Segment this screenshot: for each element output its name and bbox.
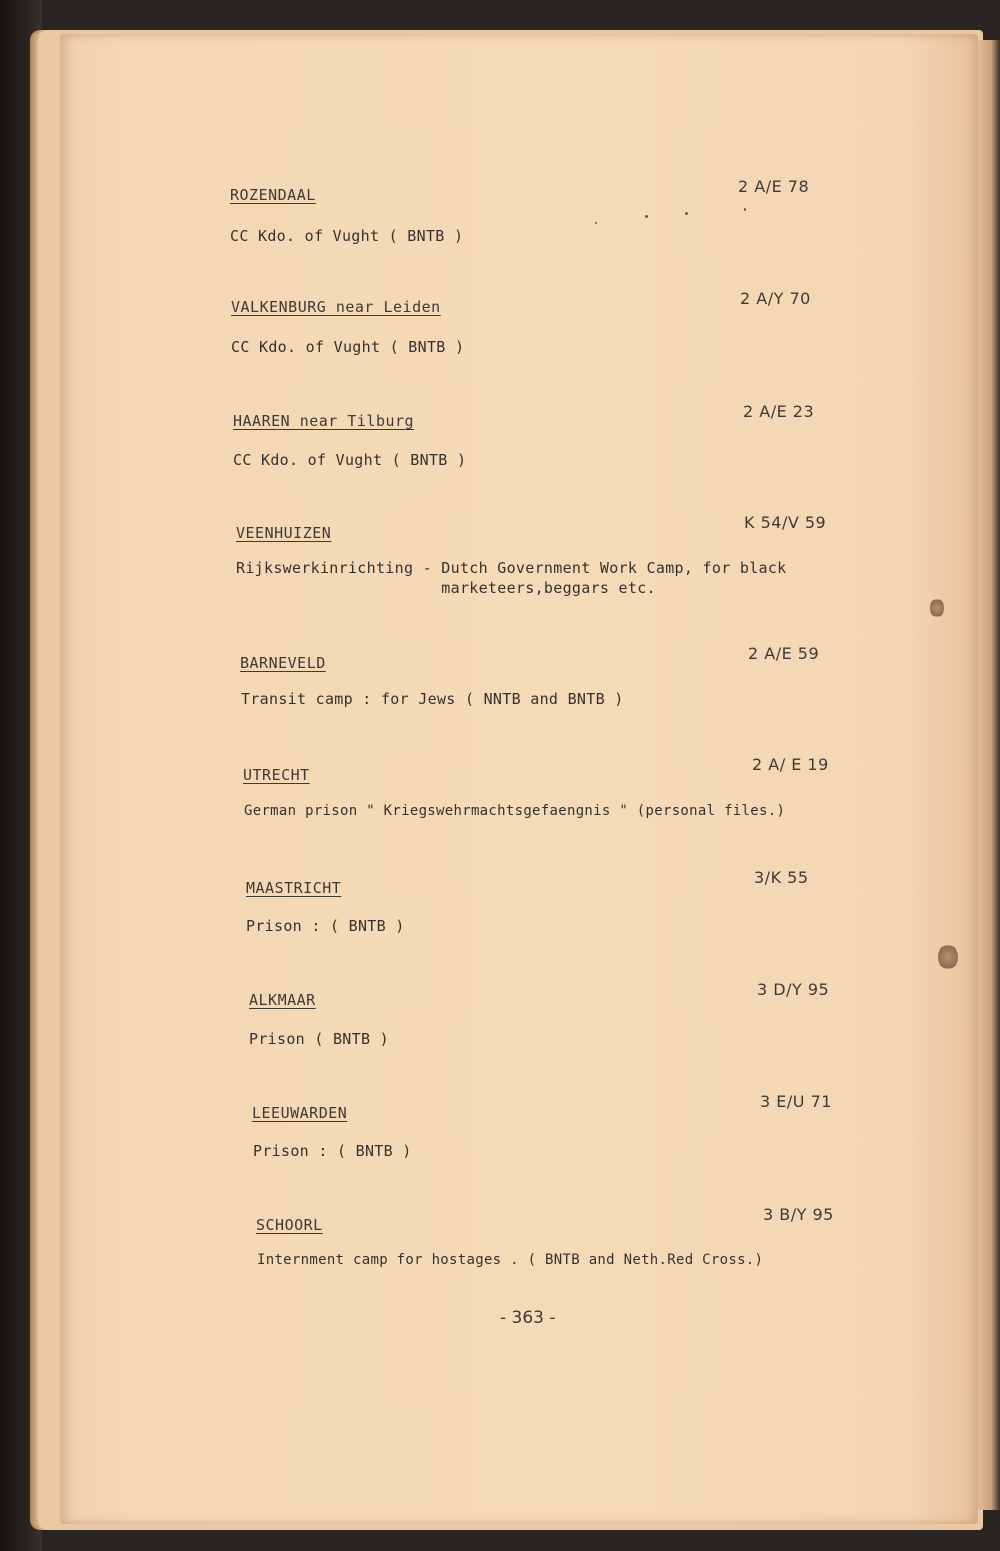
ink-speck [645,215,648,218]
entry-heading: BARNEVELD [240,654,326,672]
ink-speck [744,208,746,211]
entry-description: Prison : ( BNTB ) [253,1142,412,1160]
entry-description: CC Kdo. of Vught ( BNTB ) [230,227,464,245]
entry-description: Internment camp for hostages . ( BNTB and Neth.Red Cross.) [257,1252,764,1268]
page-tab-mark [938,944,958,970]
page-number: - 363 - [500,1308,556,1328]
entry-description: German prison " Kriegswehrmachtsgefaengnis " (personal files.) [244,803,786,819]
entry-heading: ALKMAAR [249,991,316,1009]
entry-description: CC Kdo. of Vught ( BNTB ) [233,451,467,469]
entry-reference: K 54/V 59 [744,513,827,532]
entry-heading: VALKENBURG near Leiden [231,298,441,316]
entry-heading: SCHOORL [256,1216,323,1234]
entry-heading: HAAREN near Tilburg [233,412,415,430]
page-tab-mark [930,598,944,618]
entry-description: Prison ( BNTB ) [249,1030,389,1048]
entry-description: Rijkswerkinrichting - Dutch Government Work Camp, for black marketeers,beggars etc. [236,559,787,597]
ink-speck [685,212,688,215]
entry-reference: 3 D/Y 95 [757,980,830,999]
entry-reference: 3 B/Y 95 [763,1205,834,1224]
entry-reference: 2 A/E 78 [738,177,810,196]
entry-reference: 2 A/E 23 [743,402,815,421]
ink-speck [595,222,597,224]
entry-heading: VEENHUIZEN [236,524,332,542]
entry-reference: 2 A/E 59 [748,644,820,663]
document-page [60,34,978,1524]
entry-heading: MAASTRICHT [246,879,342,897]
book-binding-edge [0,0,42,1551]
entry-heading: ROZENDAAL [230,186,316,204]
entry-reference: 2 A/ E 19 [752,755,829,774]
entry-description: CC Kdo. of Vught ( BNTB ) [231,338,465,356]
entry-heading: LEEUWARDEN [252,1104,348,1122]
entry-heading: UTRECHT [243,766,310,784]
entry-description: Prison : ( BNTB ) [246,917,405,935]
entry-reference: 3 E/U 71 [760,1092,832,1111]
right-page-edge [978,40,1000,1510]
entry-description: Transit camp : for Jews ( NNTB and BNTB ) [241,690,624,708]
entry-reference: 2 A/Y 70 [740,289,811,308]
entry-reference: 3/K 55 [754,868,809,887]
